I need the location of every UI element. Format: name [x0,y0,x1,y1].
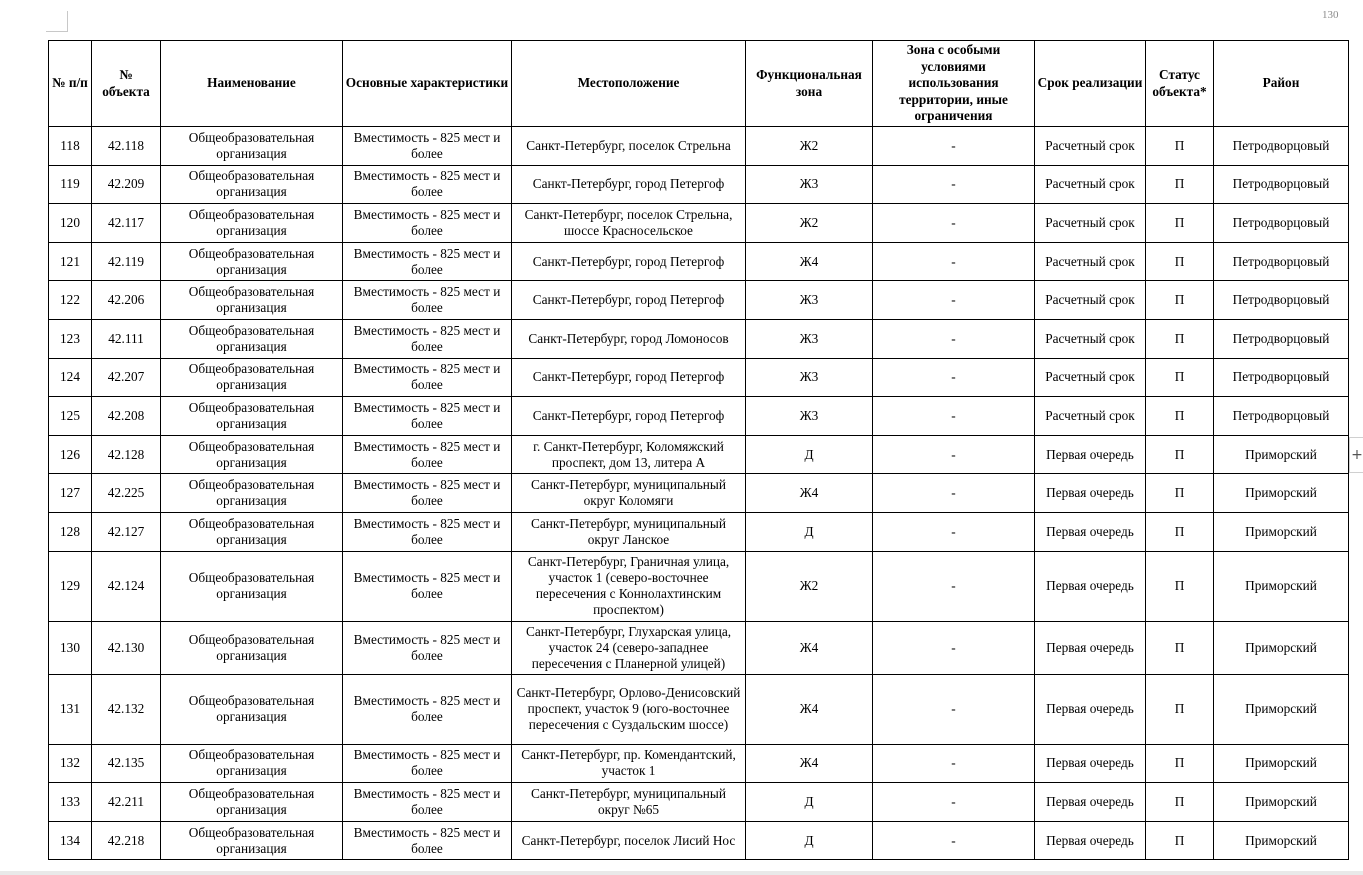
object-number-cell: 42.132 [92,674,161,744]
restrictions-cell: - [873,674,1035,744]
characteristics-cell: Вместимость - 825 мест и более [343,127,512,166]
district-cell: Петродворцовый [1214,127,1349,166]
characteristics-cell: Вместимость - 825 мест и более [343,204,512,243]
object-number-cell: 42.128 [92,435,161,474]
add-row-plus-icon[interactable]: + [1349,437,1363,473]
term-cell: Первая очередь [1035,821,1146,860]
page-bottom-edge [0,871,1363,875]
header-row-number: № п/п [49,41,92,127]
location-cell: Санкт-Петербург, город Петергоф [512,281,746,320]
status-cell: П [1146,165,1214,204]
restrictions-cell: - [873,165,1035,204]
header-characteristics: Основные характеристики [343,41,512,127]
term-cell: Расчетный срок [1035,204,1146,243]
row-number-cell: 128 [49,512,92,551]
status-cell: П [1146,435,1214,474]
table-row [49,551,1349,621]
functional-zone-cell: Ж4 [746,744,873,783]
functional-zone-cell: Ж3 [746,397,873,436]
object-number-cell: 42.124 [92,551,161,621]
status-cell: П [1146,281,1214,320]
table-row [49,397,1349,436]
status-cell: П [1146,127,1214,166]
name-cell: Общеобразовательная организация [161,744,343,783]
restrictions-cell: - [873,435,1035,474]
table-row [49,674,1349,744]
restrictions-cell: - [873,358,1035,397]
table-row [49,621,1349,674]
name-cell: Общеобразовательная организация [161,474,343,513]
row-number-cell: 125 [49,397,92,436]
term-cell: Первая очередь [1035,551,1146,621]
characteristics-cell: Вместимость - 825 мест и более [343,319,512,358]
characteristics-cell: Вместимость - 825 мест и более [343,397,512,436]
functional-zone-cell: Ж4 [746,242,873,281]
row-number-cell: 124 [49,358,92,397]
status-cell: П [1146,358,1214,397]
district-cell: Приморский [1214,821,1349,860]
object-number-cell: 42.130 [92,621,161,674]
functional-zone-cell: Ж4 [746,474,873,513]
restrictions-cell: - [873,551,1035,621]
name-cell: Общеобразовательная организация [161,783,343,822]
location-cell: Санкт-Петербург, город Ломоносов [512,319,746,358]
location-cell: Санкт-Петербург, Глухарская улица, участок 24 (северо-западнее пересечения с Планерной улицей) [512,621,746,674]
district-cell: Петродворцовый [1214,281,1349,320]
functional-zone-cell: Ж4 [746,621,873,674]
table-row [49,744,1349,783]
table-row [49,474,1349,513]
characteristics-cell: Вместимость - 825 мест и более [343,551,512,621]
characteristics-cell: Вместимость - 825 мест и более [343,783,512,822]
name-cell: Общеобразовательная организация [161,165,343,204]
district-cell: Петродворцовый [1214,397,1349,436]
restrictions-cell: - [873,319,1035,358]
restrictions-cell: - [873,621,1035,674]
header-district: Район [1214,41,1349,127]
object-number-cell: 42.117 [92,204,161,243]
status-cell: П [1146,551,1214,621]
header-status: Статус объекта* [1146,41,1214,127]
name-cell: Общеобразовательная организация [161,358,343,397]
table-row [49,783,1349,822]
status-cell: П [1146,674,1214,744]
term-cell: Первая очередь [1035,512,1146,551]
table-row [49,512,1349,551]
term-cell: Первая очередь [1035,435,1146,474]
restrictions-cell: - [873,512,1035,551]
row-number-cell: 131 [49,674,92,744]
functional-zone-cell: Ж3 [746,319,873,358]
restrictions-cell: - [873,744,1035,783]
header-location: Местоположение [512,41,746,127]
row-number-cell: 129 [49,551,92,621]
functional-zone-cell: Д [746,435,873,474]
object-number-cell: 42.119 [92,242,161,281]
location-cell: Санкт-Петербург, Граничная улица, участок 1 (северо-восточнее пересечения с Коннолахтинским проспектом) [512,551,746,621]
status-cell: П [1146,783,1214,822]
term-cell: Расчетный срок [1035,358,1146,397]
object-number-cell: 42.225 [92,474,161,513]
characteristics-cell: Вместимость - 825 мест и более [343,474,512,513]
object-number-cell: 42.127 [92,512,161,551]
name-cell: Общеобразовательная организация [161,127,343,166]
restrictions-cell: - [873,397,1035,436]
term-cell: Первая очередь [1035,674,1146,744]
district-cell: Петродворцовый [1214,165,1349,204]
location-cell: Санкт-Петербург, поселок Стрельна [512,127,746,166]
term-cell: Первая очередь [1035,621,1146,674]
characteristics-cell: Вместимость - 825 мест и более [343,165,512,204]
district-cell: Приморский [1214,435,1349,474]
district-cell: Петродворцовый [1214,242,1349,281]
table-header-row [49,41,1349,127]
row-number-cell: 121 [49,242,92,281]
characteristics-cell: Вместимость - 825 мест и более [343,744,512,783]
functional-zone-cell: Ж3 [746,281,873,320]
location-cell: Санкт-Петербург, муниципальный округ Ланское [512,512,746,551]
header-term: Срок реализации [1035,41,1146,127]
location-cell: Санкт-Петербург, город Петергоф [512,358,746,397]
row-number-cell: 120 [49,204,92,243]
restrictions-cell: - [873,242,1035,281]
name-cell: Общеобразовательная организация [161,435,343,474]
name-cell: Общеобразовательная организация [161,397,343,436]
district-cell: Приморский [1214,621,1349,674]
row-number-cell: 132 [49,744,92,783]
district-cell: Приморский [1214,512,1349,551]
district-cell: Приморский [1214,551,1349,621]
term-cell: Первая очередь [1035,744,1146,783]
status-cell: П [1146,474,1214,513]
name-cell: Общеобразовательная организация [161,551,343,621]
status-cell: П [1146,621,1214,674]
status-cell: П [1146,821,1214,860]
table-row [49,127,1349,166]
row-number-cell: 134 [49,821,92,860]
district-cell: Приморский [1214,744,1349,783]
functional-zone-cell: Д [746,512,873,551]
name-cell: Общеобразовательная организация [161,281,343,320]
characteristics-cell: Вместимость - 825 мест и более [343,512,512,551]
district-cell: Приморский [1214,674,1349,744]
object-number-cell: 42.208 [92,397,161,436]
characteristics-cell: Вместимость - 825 мест и более [343,242,512,281]
characteristics-cell: Вместимость - 825 мест и более [343,358,512,397]
table-row [49,204,1349,243]
restrictions-cell: - [873,783,1035,822]
functional-zone-cell: Д [746,821,873,860]
location-cell: Санкт-Петербург, муниципальный округ Коломяги [512,474,746,513]
row-number-cell: 118 [49,127,92,166]
status-cell: П [1146,242,1214,281]
location-cell: Санкт-Петербург, город Петергоф [512,165,746,204]
object-number-cell: 42.206 [92,281,161,320]
term-cell: Расчетный срок [1035,127,1146,166]
table-row [49,242,1349,281]
table-row [49,358,1349,397]
row-number-cell: 127 [49,474,92,513]
status-cell: П [1146,397,1214,436]
objects-table [48,40,1349,860]
name-cell: Общеобразовательная организация [161,204,343,243]
object-number-cell: 42.218 [92,821,161,860]
functional-zone-cell: Д [746,783,873,822]
object-number-cell: 42.209 [92,165,161,204]
row-number-cell: 126 [49,435,92,474]
page-corner-mark-vertical [67,11,68,32]
functional-zone-cell: Ж3 [746,358,873,397]
district-cell: Приморский [1214,474,1349,513]
page-corner-mark [46,31,68,32]
characteristics-cell: Вместимость - 825 мест и более [343,821,512,860]
status-cell: П [1146,512,1214,551]
term-cell: Расчетный срок [1035,165,1146,204]
object-number-cell: 42.111 [92,319,161,358]
header-functional-zone: Функциональная зона [746,41,873,127]
restrictions-cell: - [873,127,1035,166]
district-cell: Петродворцовый [1214,204,1349,243]
characteristics-cell: Вместимость - 825 мест и более [343,281,512,320]
name-cell: Общеобразовательная организация [161,512,343,551]
row-number-cell: 123 [49,319,92,358]
page-number: 130 [1322,9,1339,21]
header-name: Наименование [161,41,343,127]
restrictions-cell: - [873,204,1035,243]
status-cell: П [1146,204,1214,243]
row-number-cell: 130 [49,621,92,674]
row-number-cell: 119 [49,165,92,204]
functional-zone-cell: Ж4 [746,674,873,744]
object-number-cell: 42.135 [92,744,161,783]
location-cell: г. Санкт-Петербург, Коломяжский проспект, дом 13, литера А [512,435,746,474]
object-number-cell: 42.211 [92,783,161,822]
location-cell: Санкт-Петербург, город Петергоф [512,242,746,281]
table-row [49,821,1349,860]
functional-zone-cell: Ж2 [746,204,873,243]
header-restrictions: Зона с особыми условиями использования территории, иные ограничения [873,41,1035,127]
restrictions-cell: - [873,281,1035,320]
object-number-cell: 42.118 [92,127,161,166]
location-cell: Санкт-Петербург, поселок Стрельна, шоссе Красносельское [512,204,746,243]
location-cell: Санкт-Петербург, пр. Комендантский, участок 1 [512,744,746,783]
characteristics-cell: Вместимость - 825 мест и более [343,435,512,474]
status-cell: П [1146,319,1214,358]
district-cell: Петродворцовый [1214,319,1349,358]
location-cell: Санкт-Петербург, муниципальный округ №65 [512,783,746,822]
term-cell: Первая очередь [1035,783,1146,822]
term-cell: Расчетный срок [1035,397,1146,436]
name-cell: Общеобразовательная организация [161,621,343,674]
district-cell: Приморский [1214,783,1349,822]
location-cell: Санкт-Петербург, город Петергоф [512,397,746,436]
table-row [49,281,1349,320]
term-cell: Расчетный срок [1035,319,1146,358]
name-cell: Общеобразовательная организация [161,319,343,358]
restrictions-cell: - [873,821,1035,860]
district-cell: Петродворцовый [1214,358,1349,397]
header-object-number: № объекта [92,41,161,127]
name-cell: Общеобразовательная организация [161,821,343,860]
term-cell: Расчетный срок [1035,242,1146,281]
functional-zone-cell: Ж2 [746,551,873,621]
table-row [49,319,1349,358]
functional-zone-cell: Ж3 [746,165,873,204]
row-number-cell: 122 [49,281,92,320]
term-cell: Первая очередь [1035,474,1146,513]
name-cell: Общеобразовательная организация [161,674,343,744]
restrictions-cell: - [873,474,1035,513]
name-cell: Общеобразовательная организация [161,242,343,281]
row-number-cell: 133 [49,783,92,822]
location-cell: Санкт-Петербург, поселок Лисий Нос [512,821,746,860]
table-row [49,435,1349,474]
object-number-cell: 42.207 [92,358,161,397]
characteristics-cell: Вместимость - 825 мест и более [343,621,512,674]
table-row [49,165,1349,204]
status-cell: П [1146,744,1214,783]
term-cell: Расчетный срок [1035,281,1146,320]
functional-zone-cell: Ж2 [746,127,873,166]
location-cell: Санкт-Петербург, Орлово-Денисовский проспект, участок 9 (юго-восточнее пересечения с Суздальским шоссе) [512,674,746,744]
characteristics-cell: Вместимость - 825 мест и более [343,674,512,744]
